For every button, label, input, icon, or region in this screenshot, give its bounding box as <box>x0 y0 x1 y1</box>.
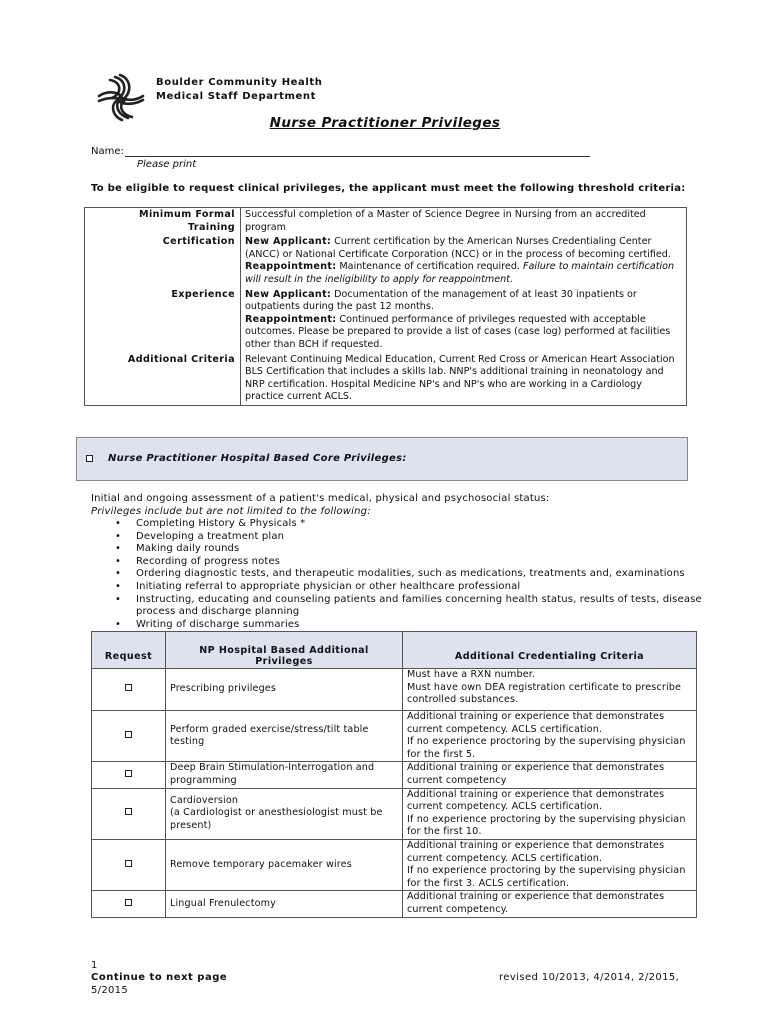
revision-note: revised 10/2013, 4/2014, 2/2015, <box>499 972 680 983</box>
name-label: Name: <box>91 146 124 157</box>
request-cell <box>92 669 166 711</box>
core-privileges-title: Nurse Practitioner Hospital Based Core Privileges: <box>108 453 407 464</box>
table-row <box>92 711 697 762</box>
criteria-value-training: Successful completion of a Master of Science Degree in Nursing from an accredited program <box>245 209 646 233</box>
credentialing-criteria: Additional training or experience that demonstrates current competency. <box>403 891 697 917</box>
request-cell <box>92 839 166 890</box>
privilege-name: Perform graded exercise/stress/tilt table testing <box>166 711 403 762</box>
org-line-2: Medical Staff Department <box>156 91 317 102</box>
name-input[interactable] <box>125 146 590 157</box>
list-item: • Recording of progress notes <box>112 556 702 569</box>
table-row <box>92 788 697 839</box>
request-cell <box>92 788 166 839</box>
request-checkbox[interactable] <box>125 770 132 777</box>
header-privilege: NP Hospital Based Additional Privileges <box>166 632 403 669</box>
list-item: • Initiating referral to appropriate physician or other healthcare professional <box>112 581 702 594</box>
page-number: 1 <box>91 960 98 971</box>
list-item: • Developing a treatment plan <box>112 531 702 544</box>
page-title: Nurse Practitioner Privileges <box>269 115 501 131</box>
request-checkbox[interactable] <box>125 808 132 815</box>
credentialing-criteria: Additional training or experience that demonstrates current competency. ACLS certification. If no experience proctoring by the supervising physician for the first 5. <box>403 711 697 762</box>
list-item: • Instructing, educating and counseling patients and families concerning health status, results of tests, disease process and discharge planning <box>112 594 702 619</box>
request-cell <box>92 762 166 788</box>
list-item: • Ordering diagnostic tests, and therapeutic modalities, such as medications, treatments and, examinations <box>112 568 702 581</box>
criteria-value-experience: New Applicant: Documentation of the management of at least 30 inpatients or outpatients during the past 12 months. Reappointment: Continued performance of privileges requested with acceptable outcomes. Please be prepared to provide a list of cases (case log) performed at facilities other than BCH if requested. <box>245 288 671 350</box>
request-checkbox[interactable] <box>125 684 132 691</box>
credentialing-criteria: Must have a RXN number. Must have own DEA registration certificate to prescribe controlled substances. <box>403 669 697 711</box>
criteria-row-additional <box>85 353 687 406</box>
criteria-row-training <box>85 208 687 236</box>
list-item: • Completing History & Physicals * <box>112 518 702 531</box>
list-item: • Writing of discharge summaries <box>112 619 702 632</box>
core-intro <box>91 493 549 518</box>
credentialing-criteria: Additional training or experience that demonstrates current competency. ACLS certification. If no experience proctoring by the supervising physician for the first 10. <box>403 788 697 839</box>
credentialing-criteria: Additional training or experience that demonstrates current competency <box>403 762 697 788</box>
core-privileges-box <box>76 437 688 481</box>
criteria-row-experience <box>85 288 687 353</box>
privilege-name: Remove temporary pacemaker wires <box>166 839 403 890</box>
request-checkbox[interactable] <box>125 899 132 906</box>
additional-privileges-table <box>91 631 697 918</box>
org-name <box>156 76 323 104</box>
request-checkbox[interactable] <box>125 731 132 738</box>
eligibility-heading: To be eligible to request clinical privileges, the applicant must meet the following threshold criteria: <box>91 183 686 194</box>
table-header-row <box>92 632 697 669</box>
privilege-name: Lingual Frenulectomy <box>166 891 403 917</box>
privilege-name: Prescribing privileges <box>166 669 403 711</box>
request-checkbox[interactable] <box>125 860 132 867</box>
privilege-name: Deep Brain Stimulation-Interrogation and programming <box>166 762 403 788</box>
continue-note: Continue to next page <box>91 972 228 983</box>
org-line-1: Boulder Community Health <box>156 77 323 88</box>
footer-date: 5/2015 <box>91 985 128 996</box>
criteria-label-training: Minimum Formal Training <box>85 208 241 236</box>
list-item: • Making daily rounds <box>112 543 702 556</box>
table-row <box>92 839 697 890</box>
core-privileges-checkbox[interactable] <box>86 455 93 462</box>
header-request: Request <box>92 632 166 669</box>
criteria-label-experience: Experience <box>85 288 241 353</box>
criteria-value-certification: New Applicant: Current certification by the American Nurses Credentialing Center (ANCC) or National Certificate Corporation (NCC) or in the process of becoming certified. Reappointment: Maintenance of certification required. Failure to maintain certification will result in the ineligibility to apply for reappointment. <box>245 236 675 285</box>
privilege-name: Cardioversion (a Cardiologist or anesthesiologist must be present) <box>166 788 403 839</box>
criteria-row-certification <box>85 235 687 287</box>
name-hint: Please print <box>137 159 197 170</box>
core-intro-note: Privileges include but are not limited to the following: <box>91 505 371 517</box>
table-row <box>92 891 697 917</box>
criteria-label-additional: Additional Criteria <box>85 353 241 406</box>
name-row <box>91 146 590 157</box>
core-intro-line: Initial and ongoing assessment of a patient's medical, physical and psychosocial status: <box>91 493 550 504</box>
criteria-table <box>84 207 687 406</box>
criteria-value-additional: Relevant Continuing Medical Education, Current Red Cross or American Heart Association BLS Certification that includes a skills lab. NNP's additional training in neonatology and NRP certification. Hospital Medicine NP's and NP's who are working in a Cardiology practice current ACLS. <box>245 353 675 403</box>
table-row <box>92 669 697 711</box>
criteria-label-certification: Certification <box>85 235 241 287</box>
table-row <box>92 762 697 788</box>
request-cell <box>92 711 166 762</box>
core-privileges-list <box>112 518 702 631</box>
request-cell <box>92 891 166 917</box>
credentialing-criteria: Additional training or experience that demonstrates current competency. ACLS certification. If no experience proctoring by the supervising physician for the first 3. ACLS certification. <box>403 839 697 890</box>
header-criteria: Additional Credentialing Criteria <box>403 632 697 669</box>
